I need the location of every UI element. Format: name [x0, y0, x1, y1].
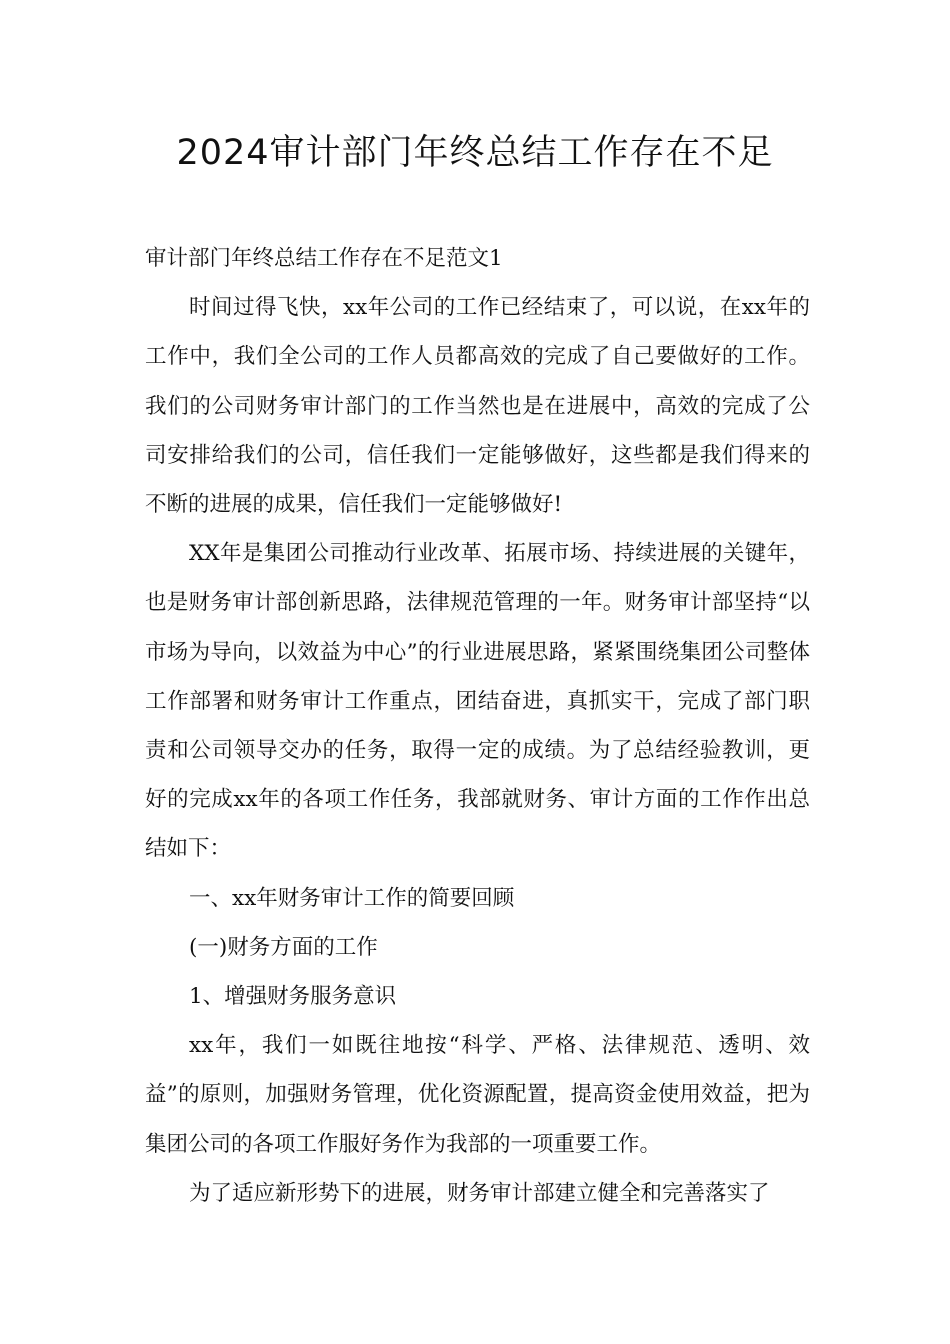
heading-review: 一、xx年财务审计工作的简要回顾 — [189, 885, 515, 911]
paragraph-principles: xx年，我们一如既往地按“科学、严格、法律规范、透明、效益”的原则，加强财务管理，优化资源配置，提高资金使用效益，把为集团公司的各项工作服好务作为我部的一项重要工作。 — [145, 1033, 810, 1157]
section-subtitle: 审计部门年终总结工作存在不足范文1 — [145, 246, 503, 271]
heading-finance-work: (一)财务方面的工作 — [189, 934, 378, 960]
document-body — [145, 234, 810, 1218]
heading-service-awareness: 1、增强财务服务意识 — [189, 984, 397, 1010]
paragraph-overview: XX年是集团公司推动行业改革、拓展市场、持续进展的关键年，也是财务审计部创新思路，法律规范管理的一年。财务审计部坚持“以市场为导向，以效益为中心”的行业进展思路，紧紧围绕集团公司整体工作部署和财务审计工作重点，团结奋进，真抓实干，完成了部门职责和公司领导交办的任务，取得一定的成绩。为了总结经验教训，更好的完成xx年的各项工作任务，我部就财务、审计方面的工作作出总结如下： — [145, 541, 810, 862]
paragraph-adaptation: 为了适应新形势下的进展，财务审计部建立健全和完善落实了 — [189, 1180, 770, 1206]
paragraph-intro: 时间过得飞快，xx年公司的工作已经结束了，可以说，在xx年的工作中，我们全公司的工作人员都高效的完成了自己要做好的工作。我们的公司财务审计部门的工作当然也是在进展中，高效的完成了公司安排给我们的公司，信任我们一定能够做好，这些都是我们得来的不断的进展的成果，信任我们一定能够做好! — [145, 295, 810, 518]
document-title: 2024审计部门年终总结工作存在不足 — [176, 133, 774, 173]
